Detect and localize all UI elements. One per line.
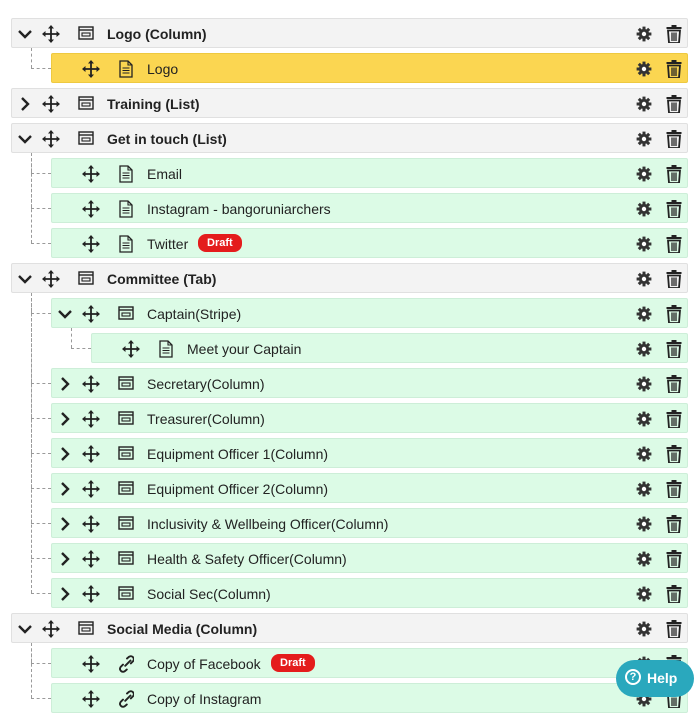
- gear-icon[interactable]: [636, 446, 652, 462]
- move-handle-icon[interactable]: [82, 410, 100, 428]
- row-label: Meet your Captain: [187, 341, 302, 357]
- chevron-down-icon[interactable]: [17, 621, 33, 637]
- container-icon: [118, 550, 134, 568]
- trash-icon[interactable]: [666, 585, 682, 603]
- container-icon: [118, 585, 134, 603]
- tree-guide-line: [71, 348, 91, 349]
- move-handle-icon[interactable]: [82, 375, 100, 393]
- trash-icon[interactable]: [666, 410, 682, 428]
- row-inclusivity-officer[interactable]: [51, 508, 688, 538]
- row-label: Health & Safety Officer(Column): [147, 551, 347, 567]
- container-icon: [78, 130, 94, 148]
- move-handle-icon[interactable]: [82, 690, 100, 708]
- trash-icon[interactable]: [666, 235, 682, 253]
- chevron-down-icon[interactable]: [17, 131, 33, 147]
- row-meet-your-captain[interactable]: [91, 333, 688, 363]
- move-handle-icon[interactable]: [82, 550, 100, 568]
- gear-icon[interactable]: [636, 516, 652, 532]
- chevron-down-icon[interactable]: [57, 306, 73, 322]
- row-social-sec[interactable]: [51, 578, 688, 608]
- gear-icon[interactable]: [636, 96, 652, 112]
- link-icon: [118, 655, 134, 673]
- tree-guide-line: [31, 208, 51, 209]
- trash-icon[interactable]: [666, 270, 682, 288]
- link-icon: [118, 690, 134, 708]
- row-health-safety-officer[interactable]: [51, 543, 688, 573]
- tree-guide-line: [31, 558, 51, 559]
- move-handle-icon[interactable]: [82, 60, 100, 78]
- chevron-right-icon[interactable]: [57, 481, 73, 497]
- gear-icon[interactable]: [636, 551, 652, 567]
- tree-guide-line: [31, 68, 51, 69]
- trash-icon[interactable]: [666, 620, 682, 638]
- tree-guide-line: [31, 523, 51, 524]
- container-icon: [78, 270, 94, 288]
- gear-icon[interactable]: [636, 166, 652, 182]
- document-icon: [118, 235, 134, 253]
- row-captain-stripe[interactable]: [51, 298, 688, 328]
- draft-badge: Draft: [198, 234, 242, 252]
- chevron-down-icon[interactable]: [17, 26, 33, 42]
- chevron-right-icon[interactable]: [17, 96, 33, 112]
- trash-icon[interactable]: [666, 550, 682, 568]
- container-icon: [78, 620, 94, 638]
- gear-icon[interactable]: [636, 621, 652, 637]
- container-icon: [118, 515, 134, 533]
- gear-icon[interactable]: [636, 271, 652, 287]
- trash-icon[interactable]: [666, 305, 682, 323]
- row-training-list[interactable]: [11, 88, 688, 118]
- row-label: Get in touch (List): [107, 131, 227, 147]
- trash-icon[interactable]: [666, 200, 682, 218]
- trash-icon[interactable]: [666, 25, 682, 43]
- tree-guide-line: [31, 153, 32, 243]
- question-circle-icon: ?: [625, 669, 641, 685]
- document-icon: [118, 200, 134, 218]
- gear-icon[interactable]: [636, 306, 652, 322]
- row-logo[interactable]: [51, 53, 688, 83]
- tree-guide-line: [31, 313, 51, 314]
- row-label: Committee (Tab): [107, 271, 217, 287]
- row-label: Treasurer(Column): [147, 411, 265, 427]
- tree-guide-line: [31, 243, 51, 244]
- row-label: Inclusivity & Wellbeing Officer(Column): [147, 516, 389, 532]
- row-label: Captain(Stripe): [147, 306, 242, 322]
- trash-icon[interactable]: [666, 340, 682, 358]
- move-handle-icon[interactable]: [42, 95, 60, 113]
- row-logo-column[interactable]: [11, 18, 688, 48]
- row-label: Copy of Instagram: [147, 691, 262, 707]
- move-handle-icon[interactable]: [42, 130, 60, 148]
- tree-guide-line: [31, 488, 51, 489]
- move-handle-icon[interactable]: [82, 515, 100, 533]
- trash-icon[interactable]: [666, 60, 682, 78]
- gear-icon[interactable]: [636, 236, 652, 252]
- chevron-right-icon[interactable]: [57, 551, 73, 567]
- move-handle-icon[interactable]: [82, 480, 100, 498]
- move-handle-icon[interactable]: [82, 235, 100, 253]
- trash-icon[interactable]: [666, 480, 682, 498]
- container-icon: [118, 410, 134, 428]
- container-icon: [118, 445, 134, 463]
- row-label: Instagram - bangoruniarchers: [147, 201, 331, 217]
- move-handle-icon[interactable]: [122, 340, 140, 358]
- trash-icon[interactable]: [666, 375, 682, 393]
- row-social-media-column[interactable]: [11, 613, 688, 643]
- trash-icon[interactable]: [666, 95, 682, 113]
- help-label: Help: [647, 670, 678, 686]
- move-handle-icon[interactable]: [82, 655, 100, 673]
- container-icon: [78, 95, 94, 113]
- container-icon: [78, 25, 94, 43]
- gear-icon[interactable]: [636, 586, 652, 602]
- row-equipment-officer-2[interactable]: [51, 473, 688, 503]
- chevron-right-icon[interactable]: [57, 446, 73, 462]
- move-handle-icon[interactable]: [82, 445, 100, 463]
- container-icon: [118, 375, 134, 393]
- row-twitter[interactable]: [51, 228, 688, 258]
- gear-icon[interactable]: [636, 376, 652, 392]
- gear-icon[interactable]: [636, 341, 652, 357]
- chevron-right-icon[interactable]: [57, 516, 73, 532]
- row-label: Copy of Facebook: [147, 656, 261, 672]
- move-handle-icon[interactable]: [82, 200, 100, 218]
- tree-guide-line: [31, 418, 51, 419]
- row-label: Social Media (Column): [107, 621, 258, 637]
- row-label: Equipment Officer 1(Column): [147, 446, 329, 462]
- trash-icon[interactable]: [666, 515, 682, 533]
- trash-icon[interactable]: [666, 445, 682, 463]
- row-label: Social Sec(Column): [147, 586, 271, 602]
- help-button[interactable]: [616, 660, 694, 697]
- row-label: Secretary(Column): [147, 376, 265, 392]
- row-get-in-touch-list[interactable]: [11, 123, 688, 153]
- row-label: Training (List): [107, 96, 200, 112]
- move-handle-icon[interactable]: [42, 25, 60, 43]
- chevron-down-icon[interactable]: [17, 271, 33, 287]
- tree-guide-line: [31, 173, 51, 174]
- container-icon: [118, 480, 134, 498]
- move-handle-icon[interactable]: [82, 165, 100, 183]
- tree-guide-line: [31, 48, 32, 68]
- move-handle-icon[interactable]: [42, 620, 60, 638]
- tree-guide-line: [31, 593, 51, 594]
- trash-icon[interactable]: [666, 165, 682, 183]
- row-label: Equipment Officer 2(Column): [147, 481, 329, 497]
- container-icon: [118, 305, 134, 323]
- row-label: Twitter: [147, 236, 189, 252]
- row-label: Logo: [147, 61, 179, 77]
- tree-guide-line: [71, 328, 72, 348]
- row-label: Email: [147, 166, 183, 182]
- gear-icon[interactable]: [636, 26, 652, 42]
- move-handle-icon[interactable]: [82, 305, 100, 323]
- document-icon: [118, 60, 134, 78]
- gear-icon[interactable]: [636, 201, 652, 217]
- tree-guide-line: [31, 643, 32, 698]
- chevron-right-icon[interactable]: [57, 376, 73, 392]
- chevron-right-icon[interactable]: [57, 411, 73, 427]
- row-copy-of-facebook[interactable]: [51, 648, 688, 678]
- row-email[interactable]: [51, 158, 688, 188]
- gear-icon[interactable]: [636, 481, 652, 497]
- draft-badge: Draft: [271, 654, 315, 672]
- row-treasurer[interactable]: [51, 403, 688, 433]
- row-equipment-officer-1[interactable]: [51, 438, 688, 468]
- move-handle-icon[interactable]: [82, 585, 100, 603]
- row-secretary[interactable]: [51, 368, 688, 398]
- gear-icon[interactable]: [636, 131, 652, 147]
- tree-guide-line: [31, 453, 51, 454]
- row-instagram[interactable]: [51, 193, 688, 223]
- gear-icon[interactable]: [636, 61, 652, 77]
- row-copy-of-instagram[interactable]: [51, 683, 688, 713]
- tree-guide-line: [31, 383, 51, 384]
- trash-icon[interactable]: [666, 130, 682, 148]
- chevron-right-icon[interactable]: [57, 586, 73, 602]
- tree-guide-line: [31, 698, 51, 699]
- tree-guide-line: [31, 663, 51, 664]
- tree-guide-line: [31, 293, 32, 593]
- row-committee-tab[interactable]: [11, 263, 688, 293]
- document-icon: [158, 340, 174, 358]
- gear-icon[interactable]: [636, 411, 652, 427]
- document-icon: [118, 165, 134, 183]
- move-handle-icon[interactable]: [42, 270, 60, 288]
- row-label: Logo (Column): [107, 26, 207, 42]
